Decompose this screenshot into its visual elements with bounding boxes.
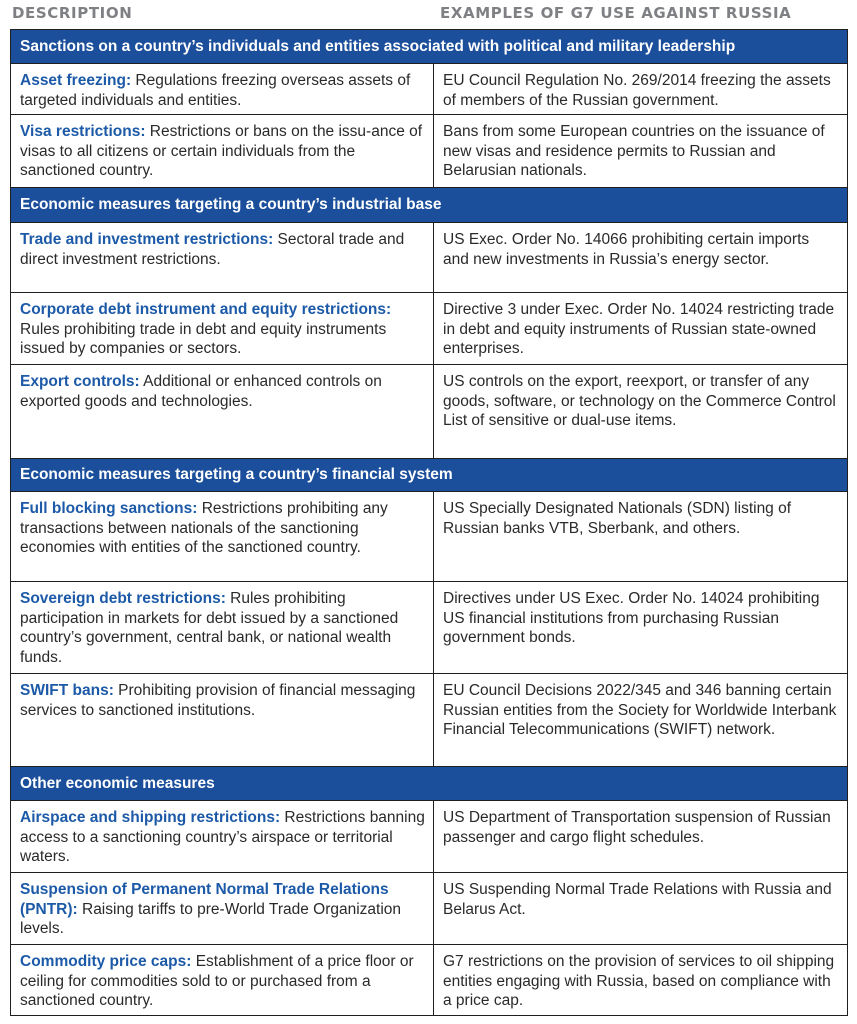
- measure-term: Sovereign debt restrictions:: [20, 590, 226, 607]
- measure-term: Asset freezing:: [20, 72, 132, 89]
- measure-term: Commodity price caps:: [20, 953, 192, 970]
- description-cell: [11, 293, 434, 365]
- example-cell: Directives under US Exec. Order No. 14024 prohibiting US financial institutions from purchasing Russian government bonds.: [434, 582, 848, 674]
- table-row: [11, 492, 848, 582]
- example-cell: Bans from some European countries on the issuance of new visas and residence permits to Russian and Belarusian nationals.: [434, 115, 848, 188]
- section-header-row: [11, 459, 848, 492]
- example-cell: EU Council Regulation No. 269/2014 freezing the assets of members of the Russian government.: [434, 64, 848, 115]
- table-row: [11, 945, 848, 1016]
- table-row: [11, 873, 848, 945]
- description-cell: [11, 223, 434, 293]
- measure-term: Export controls:: [20, 373, 140, 390]
- section-header-row: [11, 30, 848, 64]
- column-headers: [0, 0, 857, 28]
- section-title: Other economic measures: [11, 767, 848, 801]
- description-cell: [11, 945, 434, 1016]
- description-cell: [11, 365, 434, 459]
- table-row: [11, 582, 848, 674]
- section-header-row: [11, 188, 848, 223]
- description-cell: [11, 674, 434, 767]
- example-cell: G7 restrictions on the provision of services to oil shipping entities engaging with Russia, based on compliance with a price cap.: [434, 945, 848, 1016]
- measure-description: Restrictions banning access to a sanctioning country’s airspace or territorial waters.: [20, 809, 425, 865]
- description-cell: [11, 582, 434, 674]
- measure-description: Rules prohibiting trade in debt and equity instruments issued by companies or sectors.: [20, 320, 387, 357]
- measure-term: Full blocking sanctions:: [20, 500, 198, 517]
- measure-term: Airspace and shipping restrictions:: [20, 809, 281, 826]
- measure-description: Raising tariffs to pre-World Trade Organization levels.: [20, 900, 402, 937]
- measure-description: Prohibiting provision of financial messaging services to sanctioned institutions.: [20, 682, 416, 719]
- description-cell: [11, 873, 434, 945]
- description-cell: [11, 64, 434, 115]
- example-cell: EU Council Decisions 2022/345 and 346 banning certain Russian entities from the Society for Worldwide Interbank Financial Telecommunications (SWIFT) network.: [434, 674, 848, 767]
- example-cell: US Specially Designated Nationals (SDN) listing of Russian banks VTB, Sberbank, and others.: [434, 492, 848, 582]
- measure-description: Regulations freezing overseas assets of targeted individuals and entities.: [20, 72, 411, 109]
- sanctions-table: [10, 29, 848, 1016]
- section-title: Sanctions on a country’s individuals and entities associated with political and military leadership: [11, 30, 848, 64]
- section-title: Economic measures targeting a country’s industrial base: [11, 188, 848, 223]
- description-cell: [11, 801, 434, 873]
- measure-term: Suspension of Permanent Normal Trade Relations (PNTR):: [20, 881, 389, 918]
- measure-term: Corporate debt instrument and equity restrictions:: [20, 301, 392, 318]
- example-cell: Directive 3 under Exec. Order No. 14024 restricting trade in debt and equity instruments of Russian state-owned enterprises.: [434, 293, 848, 365]
- table-row: [11, 674, 848, 767]
- examples-column-header: EXAMPLES OF G7 USE AGAINST RUSSIA: [440, 4, 792, 22]
- section-header-row: [11, 767, 848, 801]
- measure-description: Restrictions or bans on the issu-ance of visas to all citizens or certain individuals from the sanctioned country.: [20, 123, 423, 179]
- description-cell: [11, 115, 434, 188]
- table-row: [11, 801, 848, 873]
- table-row: [11, 293, 848, 365]
- description-column-header: DESCRIPTION: [12, 4, 133, 22]
- measure-description: Restrictions prohibiting any transactions between nationals of the sanctioning economies with entities of the sanctioned country.: [20, 500, 388, 556]
- measure-description: Establishment of a price floor or ceiling for commodities sold to or purchased from a sanctioned country.: [20, 953, 414, 1009]
- table-row: [11, 115, 848, 188]
- section-title: Economic measures targeting a country’s financial system: [11, 459, 848, 492]
- measure-description: Additional or enhanced controls on exported goods and technologies.: [20, 373, 382, 410]
- measure-term: SWIFT bans:: [20, 682, 114, 699]
- example-cell: US Suspending Normal Trade Relations with Russia and Belarus Act.: [434, 873, 848, 945]
- measure-description: Rules prohibiting participation in markets for debt issued by a sanctioned country’s government, central bank, or national wealth funds.: [20, 590, 399, 666]
- measure-term: Visa restrictions:: [20, 123, 146, 140]
- measure-description: Sectoral trade and direct investment restrictions.: [20, 231, 405, 268]
- table-row: [11, 223, 848, 293]
- table-row: [11, 365, 848, 459]
- measure-term: Trade and investment restrictions:: [20, 231, 274, 248]
- table-row: [11, 64, 848, 115]
- example-cell: US Exec. Order No. 14066 prohibiting certain imports and new investments in Russia’s energy sector.: [434, 223, 848, 293]
- description-cell: [11, 492, 434, 582]
- example-cell: US Department of Transportation suspension of Russian passenger and cargo flight schedules.: [434, 801, 848, 873]
- example-cell: US controls on the export, reexport, or transfer of any goods, software, or technology on the Commerce Control List of sensitive or dual-use items.: [434, 365, 848, 459]
